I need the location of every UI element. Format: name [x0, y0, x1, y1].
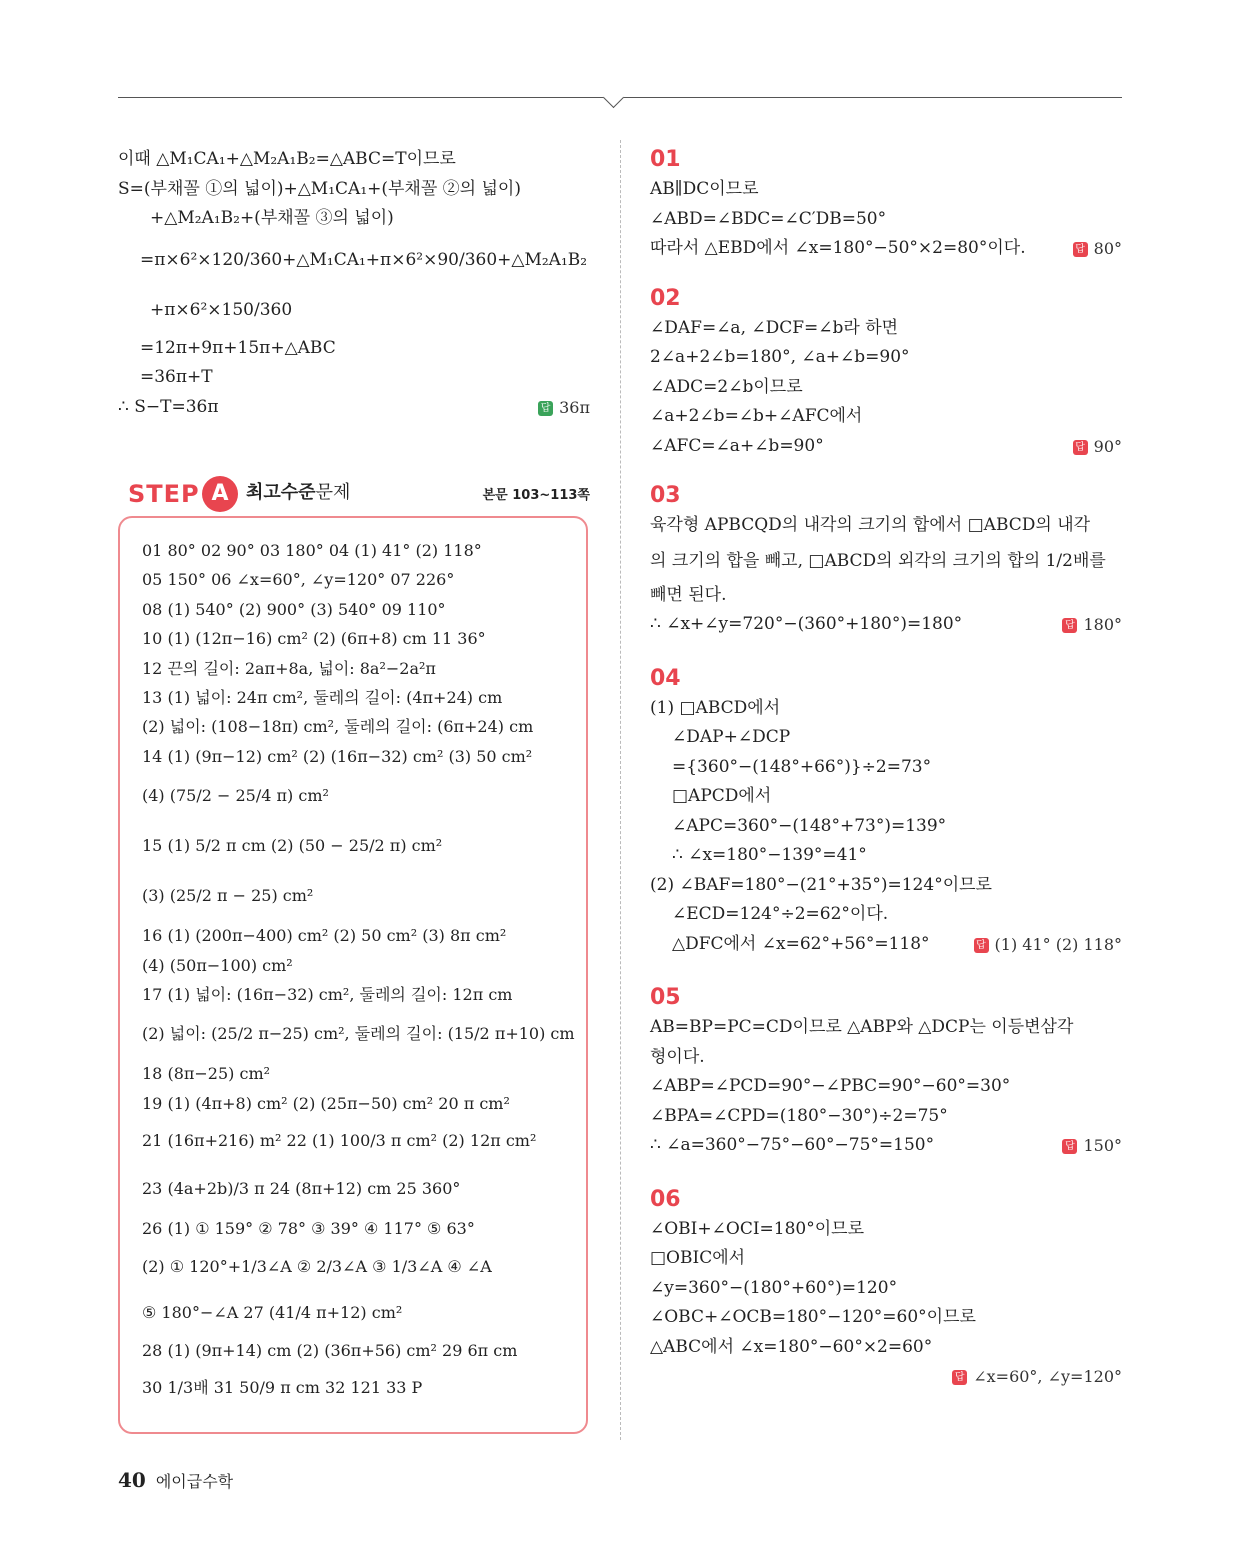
solution-line: △DFC에서 ∠x=62°+56°=118°: [672, 933, 930, 954]
step-title-rest: 문제: [315, 482, 351, 503]
answer-line: (2) 넓이: (108−18π) cm², 둘레의 길이: (6π+24) cm: [142, 717, 534, 737]
answer-icon: 답: [1073, 440, 1088, 455]
answer-icon: 답: [1073, 242, 1088, 257]
answer-badge: [1073, 432, 1122, 462]
solution-line: ∠ADC=2∠b이므로: [650, 376, 803, 397]
problem-number: 04: [650, 665, 681, 691]
solution-line: +△M₂A₁B₂+(부채꼴 ③의 넓이): [150, 208, 394, 228]
answer-icon: 답: [952, 1370, 967, 1385]
solution-line: ∠APC=360°−(148°+73°)=139°: [672, 815, 947, 836]
answer-badge: [952, 1362, 1122, 1392]
answer-value: 80°: [1093, 239, 1122, 258]
solution-line: 2∠a+2∠b=180°, ∠a+∠b=90°: [650, 347, 910, 367]
solution-line: 형이다.: [650, 1046, 705, 1067]
answer-icon: 답: [538, 401, 553, 416]
solution-line: △ABC에서 ∠x=180°−60°×2=60°: [650, 1336, 933, 1357]
solution-line: 따라서 △EBD에서 ∠x=180°−50°×2=80°이다.: [650, 238, 1026, 258]
answer-line: 17 (1) 넓이: (16π−32) cm², 둘레의 길이: 12π cm: [142, 985, 513, 1005]
problem-number: 05: [650, 985, 681, 1010]
solution-line-answer-row: [650, 1362, 1122, 1392]
solution-line: 육각형 APBCQD의 내각의 크기의 합에서 □ABCD의 내각: [650, 515, 1091, 535]
solution-line: □OBIC에서: [650, 1248, 746, 1268]
solution-line: AB∥DC이므로: [650, 179, 759, 199]
step-title-bold: 최고수준: [246, 482, 316, 503]
solution-line: 빼면 된다.: [650, 584, 727, 605]
solution-line: ∴ ∠a=360°−75°−60°−75°=150°: [650, 1135, 935, 1155]
solution-line: ∠DAP+∠DCP: [672, 727, 791, 747]
step-title: [246, 476, 350, 510]
answer-badge: [1073, 234, 1122, 264]
answer-value: ∠x=60°, ∠y=120°: [973, 1367, 1122, 1386]
solution-line: (2) ∠BAF=180°−(21°+35°)=124°이므로: [650, 874, 992, 895]
solution-line: ∠ECD=124°÷2=62°이다.: [672, 904, 889, 924]
answer-line: ⑤ 180°−∠A 27 (41/4 π+12) cm²: [142, 1302, 403, 1322]
answer-line: 05 150° 06 ∠x=60°, ∠y=120° 07 226°: [142, 570, 455, 590]
solution-line: ∠OBI+∠OCI=180°이므로: [650, 1218, 864, 1239]
step-word: STEP: [128, 480, 200, 508]
solution-line: □APCD에서: [672, 786, 772, 806]
answer-badge: [1062, 1131, 1122, 1161]
answer-value: (1) 41° (2) 118°: [994, 934, 1122, 954]
answer-badge: [974, 930, 1122, 960]
left-solution: [118, 145, 590, 422]
solution-line: ∠a+2∠b=∠b+∠AFC에서: [650, 406, 863, 426]
problem-number: 01: [650, 147, 681, 172]
answer-line: 26 (1) ① 159° ② 78° ③ 39° ④ 117° ⑤ 63°: [142, 1219, 475, 1239]
answer-icon: 답: [1062, 618, 1077, 633]
answer-line: 28 (1) (9π+14) cm (2) (36π+56) cm² 29 6π cm: [142, 1340, 518, 1360]
column-divider: [620, 140, 621, 1440]
answer-line: 12 끈의 길이: 2aπ+8a, 넓이: 8a²−2a²π: [142, 658, 436, 678]
solution-line: 이때 △M₁CA₁+△M₂A₁B₂=△ABC=T이므로: [118, 149, 456, 169]
top-rule-notch: [603, 87, 624, 108]
page-footer: [118, 1468, 233, 1492]
solution-line: (1) □ABCD에서: [650, 697, 781, 718]
answer-value: 150°: [1083, 1136, 1122, 1155]
solution-line: =12π+9π+15π+△ABC: [140, 337, 336, 358]
answer-line: 10 (1) (12π−16) cm² (2) (6π+8) cm 11 36°: [142, 629, 486, 649]
answer-badge: [538, 393, 590, 423]
answer-line: 01 80° 02 90° 03 180° 04 (1) 41° (2) 118°: [142, 541, 482, 560]
answer-value: 180°: [1083, 615, 1122, 634]
solution-line: AB=BP=PC=CD이므로 △ABP와 △DCP는 이등변삼각: [650, 1017, 1074, 1037]
answer-line: (2) ① 120°+1/3∠A ② 2/3∠A ③ 1/3∠A ④ ∠A: [142, 1256, 492, 1276]
answer-line: 08 (1) 540° (2) 900° (3) 540° 09 110°: [142, 599, 446, 619]
page-number: 40: [118, 1468, 146, 1492]
answer-line: 18 (8π−25) cm²: [142, 1064, 271, 1084]
answer-box: [118, 516, 588, 1434]
solution-line: ∴ S−T=36π: [118, 396, 219, 417]
answer-line: (4) (75/2 − 25/4 π) cm²: [142, 786, 329, 806]
answer-icon: 답: [1062, 1139, 1077, 1154]
solution-line: ∠OBC+∠OCB=180°−120°=60°이므로: [650, 1307, 976, 1327]
solution-line-with-answer: [650, 1131, 1122, 1161]
solution-line: ∠ABP=∠PCD=90°−∠PBC=90°−60°=30°: [650, 1076, 1011, 1096]
step-header: [128, 476, 590, 512]
answer-line: 21 (16π+216) m² 22 (1) 100/3 π cm² (2) 12π cm²: [142, 1131, 537, 1151]
solution-line: ∠AFC=∠a+∠b=90°: [650, 435, 824, 456]
answer-value: 36π: [559, 397, 590, 417]
solution-line: ∠DAF=∠a, ∠DCF=∠b라 하면: [650, 317, 899, 338]
answer-badge: [1062, 610, 1122, 640]
solution-line: ∠BPA=∠CPD=(180°−30°)÷2=75°: [650, 1105, 948, 1126]
solution-line-with-answer: [650, 610, 1122, 640]
book-title: 에이급수학: [155, 1472, 234, 1491]
solution-line: ∠y=360°−(180°+60°)=120°: [650, 1277, 898, 1298]
answer-line: 13 (1) 넓이: 24π cm², 둘레의 길이: (4π+24) cm: [142, 688, 503, 708]
answer-value: 90°: [1093, 436, 1122, 456]
page-reference: 본문 103~113쪽: [482, 488, 590, 503]
solution-conclusion: [118, 393, 590, 423]
answer-line: (4) (50π−100) cm²: [142, 955, 293, 975]
solution-line-with-answer: [650, 234, 1122, 264]
solution-line: ={360°−(148°+66°)}÷2=73°: [672, 756, 932, 777]
solution-line: +π×6²×150/360: [150, 299, 293, 320]
answer-line: 16 (1) (200π−400) cm² (2) 50 cm² (3) 8π cm²: [142, 926, 507, 946]
solution-line: 의 크기의 합을 빼고, □ABCD의 외각의 크기의 합의 1/2배를: [650, 550, 1106, 571]
answer-line: 14 (1) (9π−12) cm² (2) (16π−32) cm² (3) 50 cm²: [142, 746, 533, 766]
problem-number: 03: [650, 483, 681, 508]
right-solutions: [650, 145, 1122, 1392]
solution-line: ∴ ∠x+∠y=720°−(360°+180°)=180°: [650, 614, 963, 634]
step-letter-circle: A: [202, 476, 238, 512]
answer-line: 19 (1) (4π+8) cm² (2) (25π−50) cm² 20 π cm²: [142, 1093, 510, 1113]
answer-line: (3) (25/2 π − 25) cm²: [142, 886, 314, 906]
solution-line: =36π+T: [140, 367, 213, 387]
problem-number: 06: [650, 1186, 681, 1212]
answer-line: 15 (1) 5/2 π cm (2) (50 − 25/2 π) cm²: [142, 836, 443, 856]
solution-line: =π×6²×120/360+△M₁CA₁+π×6²×90/360+△M₂A₁B₂: [140, 249, 588, 270]
solution-line: ∴ ∠x=180°−139°=41°: [672, 845, 867, 865]
answer-line: 23 (4a+2b)/3 π 24 (8π+12) cm 25 360°: [142, 1179, 461, 1199]
solution-line-with-answer: [650, 432, 1122, 462]
answer-line: (2) 넓이: (25/2 π−25) cm², 둘레의 길이: (15/2 π+10) cm: [142, 1024, 575, 1044]
answer-icon: 답: [974, 938, 989, 953]
solution-line: S=(부채꼴 ①의 넓이)+△M₁CA₁+(부채꼴 ②의 넓이): [118, 178, 521, 199]
solution-line: ∠ABD=∠BDC=∠C′DB=50°: [650, 208, 887, 229]
solution-line-with-answer: [650, 930, 1122, 960]
answer-line: 30 1/3배 31 50/9 π cm 32 121 33 P: [142, 1378, 423, 1398]
problem-number: 02: [650, 285, 681, 311]
